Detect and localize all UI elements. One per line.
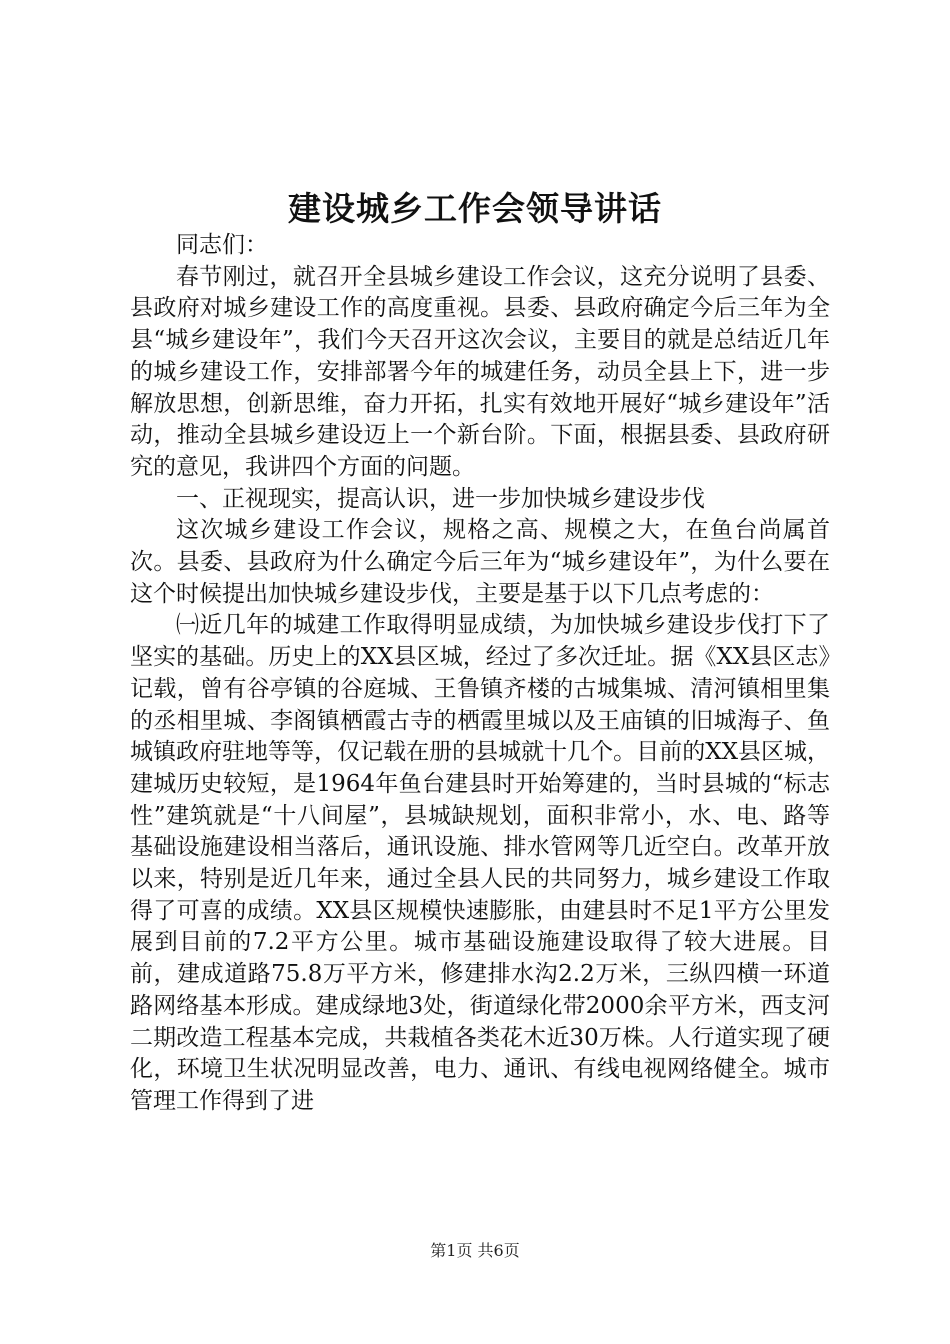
section-paragraph-1: 这次城乡建设工作会议，规格之高、规模之大，在鱼台尚属首次。县委、县政府为什么确定今后三年为“城乡建设年”，为什么要在这个时候提出加快城乡建设步伐，主要是基于以下几点考虑的： bbox=[130, 517, 830, 607]
page-number-footer: 第1页 共6页 bbox=[430, 1241, 520, 1260]
intro-paragraph: 春节刚过，就召开全县城乡建设工作会议，这充分说明了县委、县政府对城乡建设工作的高度重视。县委、县政府确定今后三年为全县“城乡建设年”，我们今天召开这次会议，主要目的就是总结近几年的城乡建设工作，安排部署今年的城建任务，动员全县上下，进一步解放思想，创新思维，奋力开拓，扎实有效地开展好“城乡建设年”活动，推动全县城乡建设迈上一个新台阶。下面，根据县委、县政府研究的意见，我讲四个方面的问题。 bbox=[130, 263, 830, 480]
document-title: 建设城乡工作会领导讲话 bbox=[288, 189, 662, 228]
subsection-paragraph-1: ㈠近几年的城建工作取得明显成绩，为加快城乡建设步伐打下了坚实的基础。历史上的XX县区城，经过了多次迁址。据《XX县区志》记载，曾有谷亭镇的谷庭城、王鲁镇齐楼的古城集城、清河镇相里集的丞相里城、李阁镇栖霞古寺的栖霞里城以及王庙镇的旧城海子、鱼城镇政府驻地等等，仅记载在册的县城就十几个。目前的XX县区城，建城历史较短，是1964年鱼台建县时开始筹建的，当时县城的“标志性”建筑就是“十八间屋”，县城缺规划，面积非常小，水、电、路等基础设施建设相当落后，通讯设施、排水管网等几近空白。改革开放以来，特别是近几年来，通过全县人民的共同努力，城乡建设工作取得了可喜的成绩。XX县区规模快速膨胀，由建县时不足1平方公里发展到目前的7.2平方公里。城市基础设施建设取得了较大进展。目前，建成道路75.8万平方米，修建排水沟2.2万米，三纵四横一环道路网络基本形成。建成绿地3处，街道绿化带2000余平方米，西支河二期改造工程基本完成，共栽植各类花木近30万株。人行道实现了硬化，环境卫生状况明显改善，电力、通讯、有线电视网络健全。城市管理工作得到了进 bbox=[130, 612, 830, 1114]
salutation-paragraph: 同志们： bbox=[176, 232, 268, 258]
section-heading-1: 一、正视现实，提高认识，进一步加快城乡建设步伐 bbox=[176, 485, 705, 512]
document-body bbox=[130, 230, 830, 1118]
